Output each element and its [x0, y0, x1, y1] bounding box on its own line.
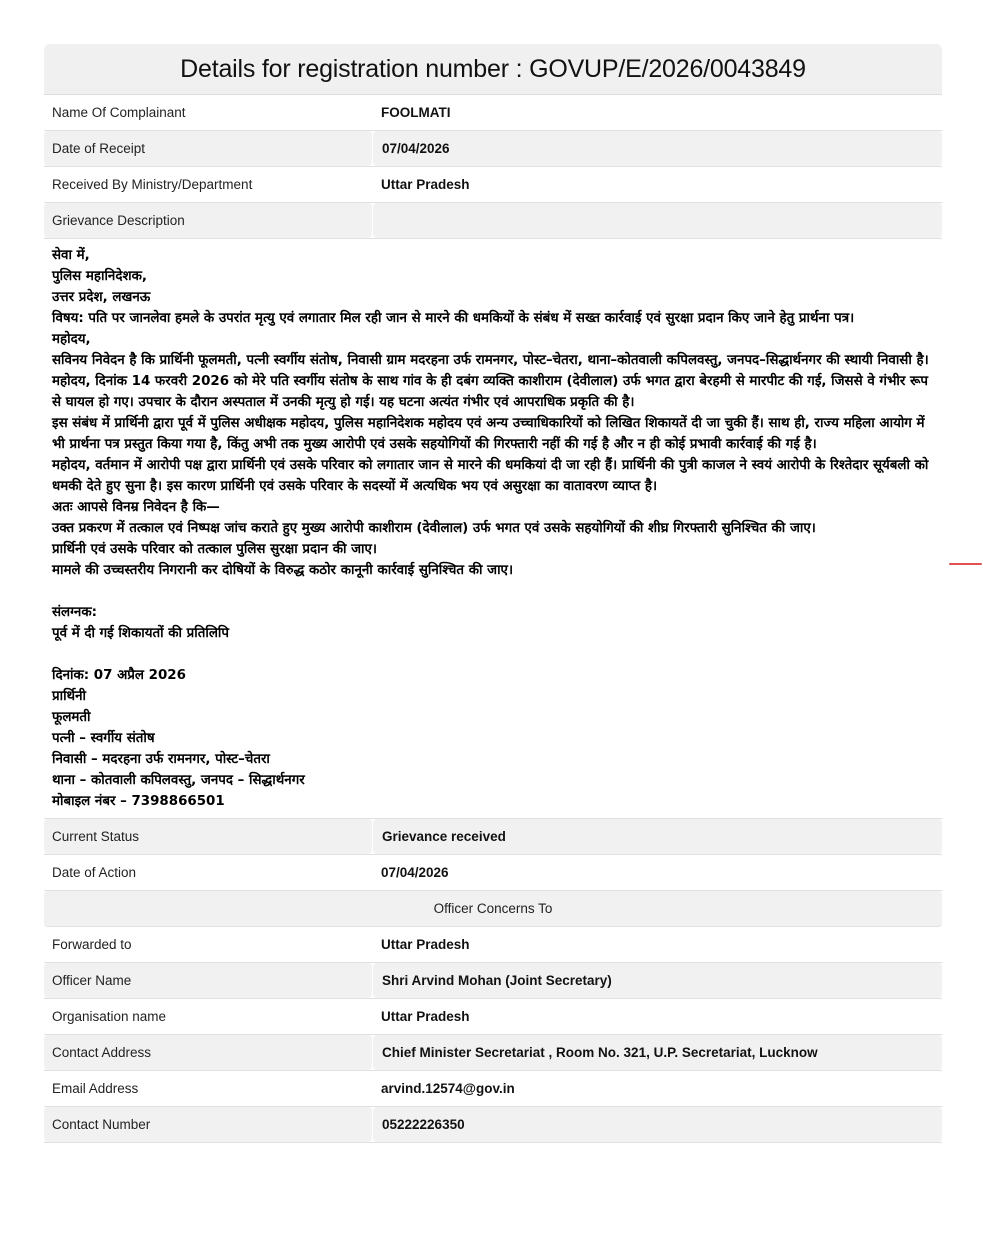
description-line: महोदय, दिनांक 14 फरवरी 2026 को मेरे पति स्वर्गीय संतोष के साथ गांव के ही दबंग व्यक्ति काशीराम (देवीलाल) उर्फ भगत द्वारा बेरहमी से मारपीट की गई, जिससे वे गंभीर रूप से घायल हो गए। उपचार के दौरान अस्पताल में उनकी मृत्यु हो गई। यह घटना अत्यंत गंभीर एवं आपराधिक प्रकृति की है। [52, 374, 933, 410]
description-line: उक्त प्रकरण में तत्काल एवं निष्पक्ष जांच कराते हुए मुख्य आरोपी काशीराम (देवीलाल) उर्फ भगत एवं उसके सहयोगियों की शीघ्र गिरफ्तारी सुनिश्चित की जाए। [52, 521, 816, 536]
page-title: Details for registration number : GOVUP/E/2026/0043849 [180, 54, 806, 83]
description-line: विषय: पति पर जानलेवा हमले के उपरांत मृत्यु एवं लगातार मिल रही जान से मारने की धमकियों के संबंध में सख्त कार्रवाई एवं सुरक्षा प्रदान किए जाने हेतु प्रार्थना पत्र। [52, 311, 855, 326]
value-officer-name: Shri Arvind Mohan (Joint Secretary) [373, 963, 942, 998]
value-grievance-description-empty [373, 203, 942, 238]
grievance-details-panel [44, 44, 942, 1143]
label-received-by: Received By Ministry/Department [52, 177, 253, 192]
label-contact-number: Contact Number [44, 1107, 372, 1142]
label-forwarded-to: Forwarded to [52, 937, 132, 952]
description-line: सेवा में, [52, 248, 90, 263]
description-line: प्रार्थिनी एवं उसके परिवार को तत्काल पुलिस सुरक्षा प्रदान की जाए। [52, 542, 377, 557]
label-grievance-description: Grievance Description [44, 203, 372, 238]
label-officer-name: Officer Name [44, 963, 372, 998]
value-contact-address: Chief Minister Secretariat , Room No. 321, U.P. Secretariat, Lucknow [373, 1035, 942, 1070]
description-line: पत्नी – स्वर्गीय संतोष [52, 731, 155, 746]
description-line: थाना – कोतवाली कपिलवस्तु, जनपद – सिद्धार्थनगर [52, 773, 305, 788]
description-line: पूर्व में दी गई शिकायतों की प्रतिलिपि [52, 626, 230, 641]
description-line: प्रार्थिनी [52, 689, 87, 704]
value-complainant-name: FOOLMATI [381, 105, 451, 120]
value-email-address[interactable]: arvind.12574@gov.in [381, 1081, 515, 1096]
label-organisation-name: Organisation name [52, 1009, 167, 1024]
description-line: इस संबंध में प्रार्थिनी द्वारा पूर्व में पुलिस अधीक्षक महोदय, पुलिस महानिदेशक महोदय एवं अन्य उच्चाधिकारियों को लिखित शिकायतें दी जा चुकी हैं। साथ ही, राज्य महिला आयोग में भी प्रार्थना पत्र प्रस्तुत किया गया है, किंतु अभी तक मुख्य आरोपी एवं उसके सहयोगियों की गिरफ्तारी नहीं की गई है और न ही कोई प्रभावी कार्रवाई की गई है। [52, 416, 930, 452]
row-email-address [44, 1071, 942, 1107]
description-line: मामले की उच्चस्तरीय निगरानी कर दोषियों के विरुद्ध कठोर कानूनी कार्रवाई सुनिश्चित की जाए। [52, 563, 514, 578]
value-date-of-action: 07/04/2026 [381, 865, 449, 880]
description-line: पुलिस महानिदेशक, [52, 269, 147, 284]
description-blank-line [52, 644, 934, 665]
value-date-of-receipt: 07/04/2026 [373, 131, 942, 166]
officer-section-heading-row [44, 891, 942, 927]
row-date-of-receipt [44, 131, 942, 167]
description-line: सविनय निवेदन है कि प्रार्थिनी फूलमती, पत्नी स्वर्गीय संतोष, निवासी ग्राम मदरहना उर्फ रामनगर, पोस्ट–चेतरा, थाना–कोतवाली कपिलवस्तु, जनपद–सिद्धार्थनगर की स्थायी निवासी है। [52, 353, 929, 368]
value-received-by: Uttar Pradesh [381, 177, 470, 192]
row-contact-address [44, 1035, 942, 1071]
label-contact-address: Contact Address [44, 1035, 372, 1070]
row-complainant-name [44, 95, 942, 131]
grievance-description-text [44, 239, 942, 819]
row-contact-number [44, 1107, 942, 1143]
value-organisation-name: Uttar Pradesh [381, 1009, 470, 1024]
description-line: महोदय, वर्तमान में आरोपी पक्ष द्वारा प्रार्थिनी एवं उसके परिवार को लगातार जान से मारने की धमकियां दी जा रही हैं। प्रार्थिनी की पुत्री काजल ने स्वयं आरोपी के रिश्तेदार सूर्यबली को धमकी देते हुए सुना है। इस कारण प्रार्थिनी एवं उसके परिवार के सदस्यों में अत्यधिक भय एवं असुरक्षा का वातावरण व्याप्त है। [52, 458, 934, 494]
row-received-by [44, 167, 942, 203]
description-blank-line [52, 581, 934, 602]
row-forwarded-to [44, 927, 942, 963]
value-current-status: Grievance received [373, 819, 942, 854]
annotation-mark [949, 563, 982, 565]
value-contact-number: 05222226350 [373, 1107, 942, 1142]
description-line: मोबाइल नंबर – 7398866501 [52, 794, 225, 809]
row-organisation-name [44, 999, 942, 1035]
label-complainant-name: Name Of Complainant [52, 105, 186, 120]
description-line: उत्तर प्रदेश, लखनऊ [52, 290, 151, 305]
page-title-bar [44, 44, 942, 95]
description-line: महोदय, [52, 332, 91, 347]
description-line: दिनांक: 07 अप्रैल 2026 [52, 668, 186, 683]
label-date-of-action: Date of Action [52, 865, 137, 880]
label-date-of-receipt: Date of Receipt [44, 131, 372, 166]
value-forwarded-to: Uttar Pradesh [381, 937, 470, 952]
description-line: संलग्नक: [52, 605, 97, 620]
label-current-status: Current Status [44, 819, 372, 854]
row-grievance-description [44, 203, 942, 239]
row-date-of-action [44, 855, 942, 891]
description-line: अतः आपसे विनम्र निवेदन है कि— [52, 500, 220, 515]
label-email-address: Email Address [52, 1081, 139, 1096]
description-line: फूलमती [52, 710, 91, 725]
row-current-status [44, 819, 942, 855]
row-officer-name [44, 963, 942, 999]
officer-section-heading: Officer Concerns To [433, 901, 553, 916]
description-line: निवासी – मदरहना उर्फ रामनगर, पोस्ट–चेतरा [52, 752, 270, 767]
